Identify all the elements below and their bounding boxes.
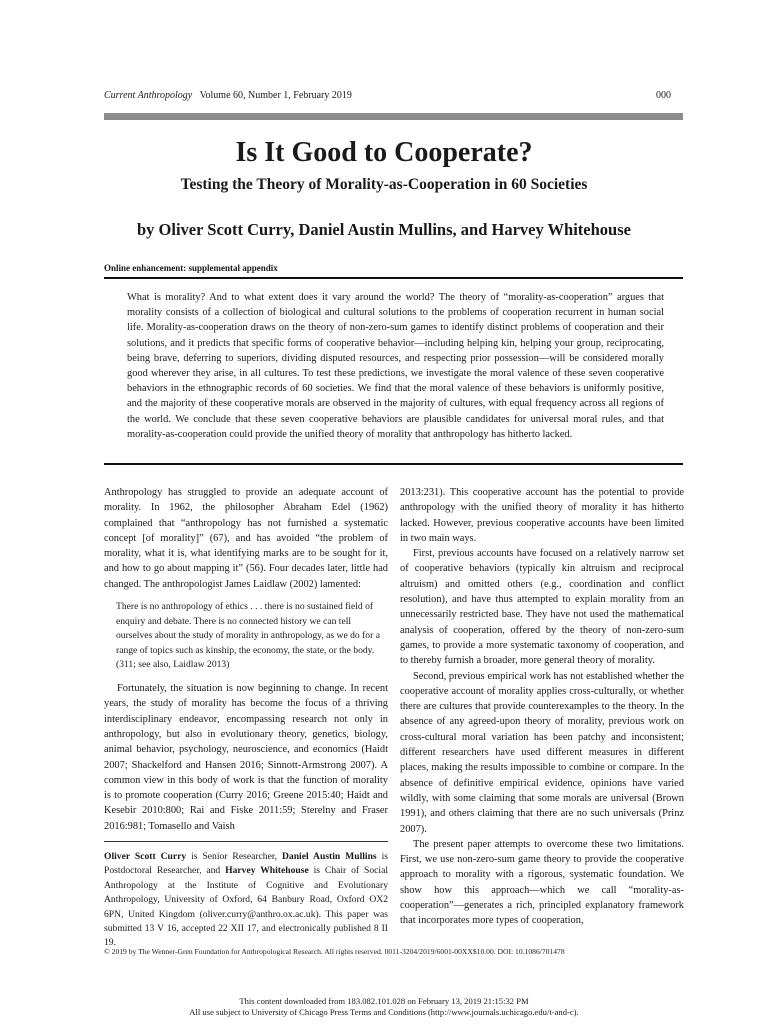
bio-text: is Chair of Social Anthropology at the Institute of Cognitive and Evolutionary Anthropology, University of Oxford, 64 Banbury Road, Oxford OX2 6PN, United Kingdom (oliver.curry@anthro.ox.ac.uk). This paper was submitted 13 V 16, accepted 22 XII 17, and electronically published 8 II 19. xyxy=(104,865,388,949)
abstract-top-rule xyxy=(104,277,683,279)
paragraph: Anthropology has struggled to provide an adequate account of morality. In 1962, the philosopher Abraham Edel (1962) complained that “anthropology has not furnished a systematic concept [of morality]” (67), and has avoided “the problem of morality, what it is, what identifying marks are to be sought for it, and how to go about mapping it” (56). Four decades later, little had changed. The anthropologist James Laidlaw (2002) lamented: xyxy=(104,487,388,590)
right-column xyxy=(400,485,684,929)
paragraph: Second, previous empirical work has not established whether the cooperative account of morality applies cross-culturally, or whether there are cultures that provide counterexamples to the theory. In the absence of any agreed-upon theory of morality, previous work on cross-cultural moral variation has been patchy and inconsistent; different researchers have used different measures in different places, making the results impossible to combine or compare. In the absence of definitive empirical evidence, opinions have varied wildly, with some claiming that some morals are universal (Brown 1991), and others claiming that there are no such universals (Prinz 2007). xyxy=(400,670,684,835)
abstract-bottom-rule xyxy=(104,463,683,465)
online-enhancement-link[interactable]: Online enhancement: supplemental appendix xyxy=(104,263,278,273)
bio-text: is Postdoctoral Researcher, and xyxy=(104,851,388,877)
article-subtitle: Testing the Theory of Morality-as-Cooperation in 60 Societies xyxy=(180,176,588,193)
header-bar xyxy=(104,113,683,120)
volume-issue: Volume 60, Number 1, February 2019 xyxy=(199,90,352,101)
copyright-line: © 2019 by The Wenner-Gren Foundation for Anthropological Research. All rights reserved. 0011-3204/2019/6001-00XX$10.00. DOI: 10.1086/701478 xyxy=(104,947,565,956)
page-number: 000 xyxy=(656,90,671,101)
issue-line xyxy=(104,90,352,101)
paragraph: Fortunately, the situation is now beginning to change. In recent years, the study of morality has become the focus of a thriving interdisciplinary endeavor, encompassing research not only in anthropology, but also in evolutionary theory, genetics, biology, animal behavior, psychology, neuroscience, and economics (Haidt 2007; Shackelford and Hansen 2016; Sinnott-Armstrong 2007). A common view in this body of work is that the function of morality is to promote cooperation (Curry 2016; Greene 2015:40; Haidt and Kesebir 2010:800; Rai and Fiske 2011:59; Sterelny and Fraser 2016:981; Tomasello and Vaish xyxy=(104,683,388,832)
article-title: Is It Good to Cooperate? xyxy=(235,137,533,168)
paragraph: First, previous accounts have focused on a relatively narrow set of cooperative behaviors (typically kin altruism and reciprocal altruism) and omitted others (e.g., coordination and conflict resolution), and have thus attempted to explain morality from an unnecessarily restricted base. They have not used the mathematical analysis of cooperation, offered by the theory of non-zero-sum games, to provide a more systematic taxonomy of cooperation, and to thereby furnish a broader, more general theory of morality. xyxy=(400,548,684,667)
download-notice: This content downloaded from 183.082.101.028 on February 13, 2019 21:15:32 PM xyxy=(239,996,529,1006)
journal-name: Current Anthropology xyxy=(104,90,193,101)
running-header xyxy=(104,90,671,101)
author-byline: by Oliver Scott Curry, Daniel Austin Mullins, and Harvey Whitehouse xyxy=(137,220,631,239)
paragraph: The present paper attempts to overcome these two limitations. First, we use non-zero-sum game theory to provide the cooperative approach to morality with a rigorous, systematic foundation. We show how this approach—which we call “morality-as-cooperation”—generates a rich, principled explanatory framework that incorporates more types of cooperation, xyxy=(400,838,684,927)
author-bio xyxy=(104,850,388,951)
terms-notice[interactable]: All use subject to University of Chicago Press Terms and Conditions (http://www.journals.uchicago.edu/t-and-c). xyxy=(189,1007,579,1017)
block-quote: There is no anthropology of ethics . . . there is no sustained field of enquiry and debate. There is no connected history we can tell ourselves about the study of morality in anthropology, as we do for a range of topics such as kinship, the economy, the state, or the body. (311; see also, Laidlaw 2013) xyxy=(116,601,380,671)
download-footer xyxy=(0,996,768,1018)
author-name: Oliver Scott Curry xyxy=(104,851,187,862)
bio-divider xyxy=(104,841,388,842)
paragraph: 2013:231). This cooperative account has the potential to provide anthropology with the unified theory of morality it has hitherto lacked. However, previous cooperative accounts have been limited in two main ways. xyxy=(400,487,684,544)
author-name: Harvey Whitehouse xyxy=(225,865,309,877)
author-name: Daniel Austin Mullins xyxy=(282,851,377,862)
abstract: What is morality? And to what extent does it vary around the world? The theory of “morality-as-cooperation” argues that morality consists of a collection of biological and cultural solutions to the problems of cooperation recurrent in human social life. Morality-as-cooperation draws on the theory of non-zero-sum games to identify distinct problems of cooperation and their solutions, and it predicts that specific forms of cooperative behavior—including helping kin, helping your group, reciprocating, being brave, deferring to superiors, dividing disputed resources, and respecting prior possession—will be considered morally good wherever they arise, in all cultures. To test these predictions, we investigate the moral valence of these seven cooperative behaviors in the ethnographic records of 60 societies. We find that the moral valence of these behaviors is uniformly positive, and the majority of these cooperative morals are observed in the majority of cultures, with equal frequency across all regions of the world. We conclude that these seven cooperative behaviors are plausible candidates for universal moral rules, and that morality-as-cooperation could provide the unified theory of morality that anthropology has hitherto lacked. xyxy=(127,292,664,440)
bio-text: is Senior Researcher, xyxy=(186,851,282,862)
left-column xyxy=(104,485,388,834)
